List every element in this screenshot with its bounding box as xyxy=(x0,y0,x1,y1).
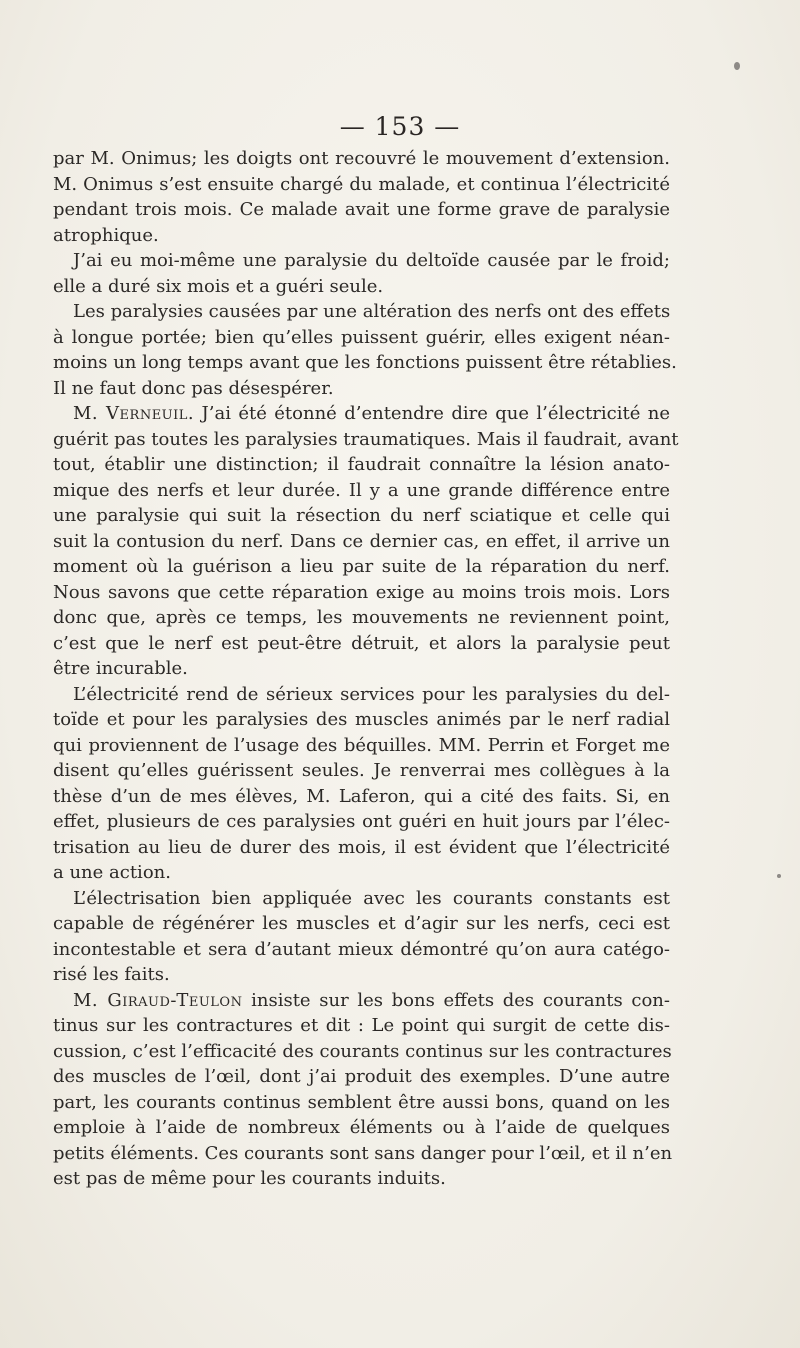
text-line: mique des nerfs et leur durée. Il y a une grande différence entre xyxy=(53,479,670,501)
speaker-line xyxy=(53,988,670,1014)
text-line: des muscles de l’œil, dont j’ai produit des exemples. D’une autre xyxy=(53,1066,670,1087)
text-line: petits éléments. Ces courants sont sans danger pour l’œil, et il n’en xyxy=(53,1142,673,1164)
speaker-line xyxy=(53,401,670,427)
text-line: qui proviennent de l’usage des béquilles. MM. Perrin et Forget me xyxy=(53,734,670,756)
text-line: est pas de même pour les courants induits. xyxy=(53,1168,446,1189)
text-line: trisation au lieu de durer des mois, il est évident que l’électricité xyxy=(53,836,670,858)
text-line: tout, établir une distinction; il faudrait connaître la lésion anato- xyxy=(53,454,670,475)
text-line: risé les faits. xyxy=(53,964,170,985)
body-text xyxy=(53,146,679,1192)
text-line: suit la contusion du nerf. Dans ce dernier cas, en effet, il arrive un xyxy=(53,530,670,552)
text-line: toïde et pour les paralysies des muscles animés par le nerf radial xyxy=(53,709,670,730)
text-line: effet, plusieurs de ces paralysies ont guéri en huit jours par l’élec- xyxy=(53,811,670,832)
text-line: tinus sur les contractures et dit : Le point qui surgit de cette dis- xyxy=(53,1015,670,1036)
text-line: Les paralysies causées par une altération des nerfs ont des effets xyxy=(73,301,671,322)
text-line: pendant trois mois. Ce malade avait une forme grave de paralysie xyxy=(53,199,670,220)
text-line: L’électricité rend de sérieux services pour les paralysies du del- xyxy=(73,683,670,705)
text-line: capable de régénérer les muscles et d’agir sur les nerfs, ceci est xyxy=(53,913,670,934)
text-line: c’est que le nerf est peut-être détruit, et alors la paralysie peut xyxy=(53,632,670,654)
text-line: a une action. xyxy=(53,862,171,883)
speaker-text: J’ai été étonné d’entendre dire que l’électricité ne xyxy=(194,403,670,424)
text-line: thèse d’un de mes élèves, M. Laferon, qui a cité des faits. Si, en xyxy=(53,785,670,807)
text-line: part, les courants continus semblent être aussi bons, quand on les xyxy=(53,1091,670,1113)
speaker-name: M. Giraud-Teulon xyxy=(73,989,243,1011)
text-line: L’électrisation bien appliquée avec les courants constants est xyxy=(73,887,670,909)
text-line: une paralysie qui suit la résection du nerf sciatique et celle qui xyxy=(53,505,670,526)
ink-spot xyxy=(777,874,781,878)
text-line: donc que, après ce temps, les mouvements ne reviennent point, xyxy=(53,607,670,628)
page-number: — 153 — xyxy=(339,112,461,141)
speaker-text: insiste sur les bons effets des courants con- xyxy=(242,989,670,1011)
speaker-name: M. Verneuil. xyxy=(73,403,195,424)
ink-spot xyxy=(734,62,740,70)
text-line: atrophique. xyxy=(53,224,159,246)
text-line: Nous savons que cette réparation exige au moins trois mois. Lors xyxy=(53,581,670,603)
text-line: par M. Onimus; les doigts ont recouvré le mouvement d’extension. xyxy=(53,148,670,169)
text-line: incontestable et sera d’autant mieux démontré qu’on aura catégo- xyxy=(53,938,670,960)
text-line: moment où la guérison a lieu par suite de la réparation du nerf. xyxy=(53,556,670,577)
text-line: disent qu’elles guérissent seules. Je renverrai mes collègues à la xyxy=(53,760,670,781)
text-line: emploie à l’aide de nombreux éléments ou à l’aide de quelques xyxy=(53,1117,670,1138)
text-line: guérit pas toutes les paralysies traumatiques. Mais il faudrait, avant xyxy=(53,428,679,450)
text-line: elle a duré six mois et a guéri seule. xyxy=(53,275,384,297)
text-line: cussion, c’est l’efficacité des courants continus sur les contractures xyxy=(53,1040,672,1062)
text-line: J’ai eu moi-même une paralysie du deltoïde causée par le froid; xyxy=(73,250,670,271)
text-line: Il ne faut donc pas désespérer. xyxy=(53,377,334,399)
text-line: à longue portée; bien qu’elles puissent guérir, elles exigent néan- xyxy=(53,326,670,348)
text-line: M. Onimus s’est ensuite chargé du malade, et continua l’électricité xyxy=(53,173,670,195)
text-line: être incurable. xyxy=(53,658,188,679)
text-line: moins un long temps avant que les fonctions puissent être rétablies. xyxy=(53,352,677,373)
